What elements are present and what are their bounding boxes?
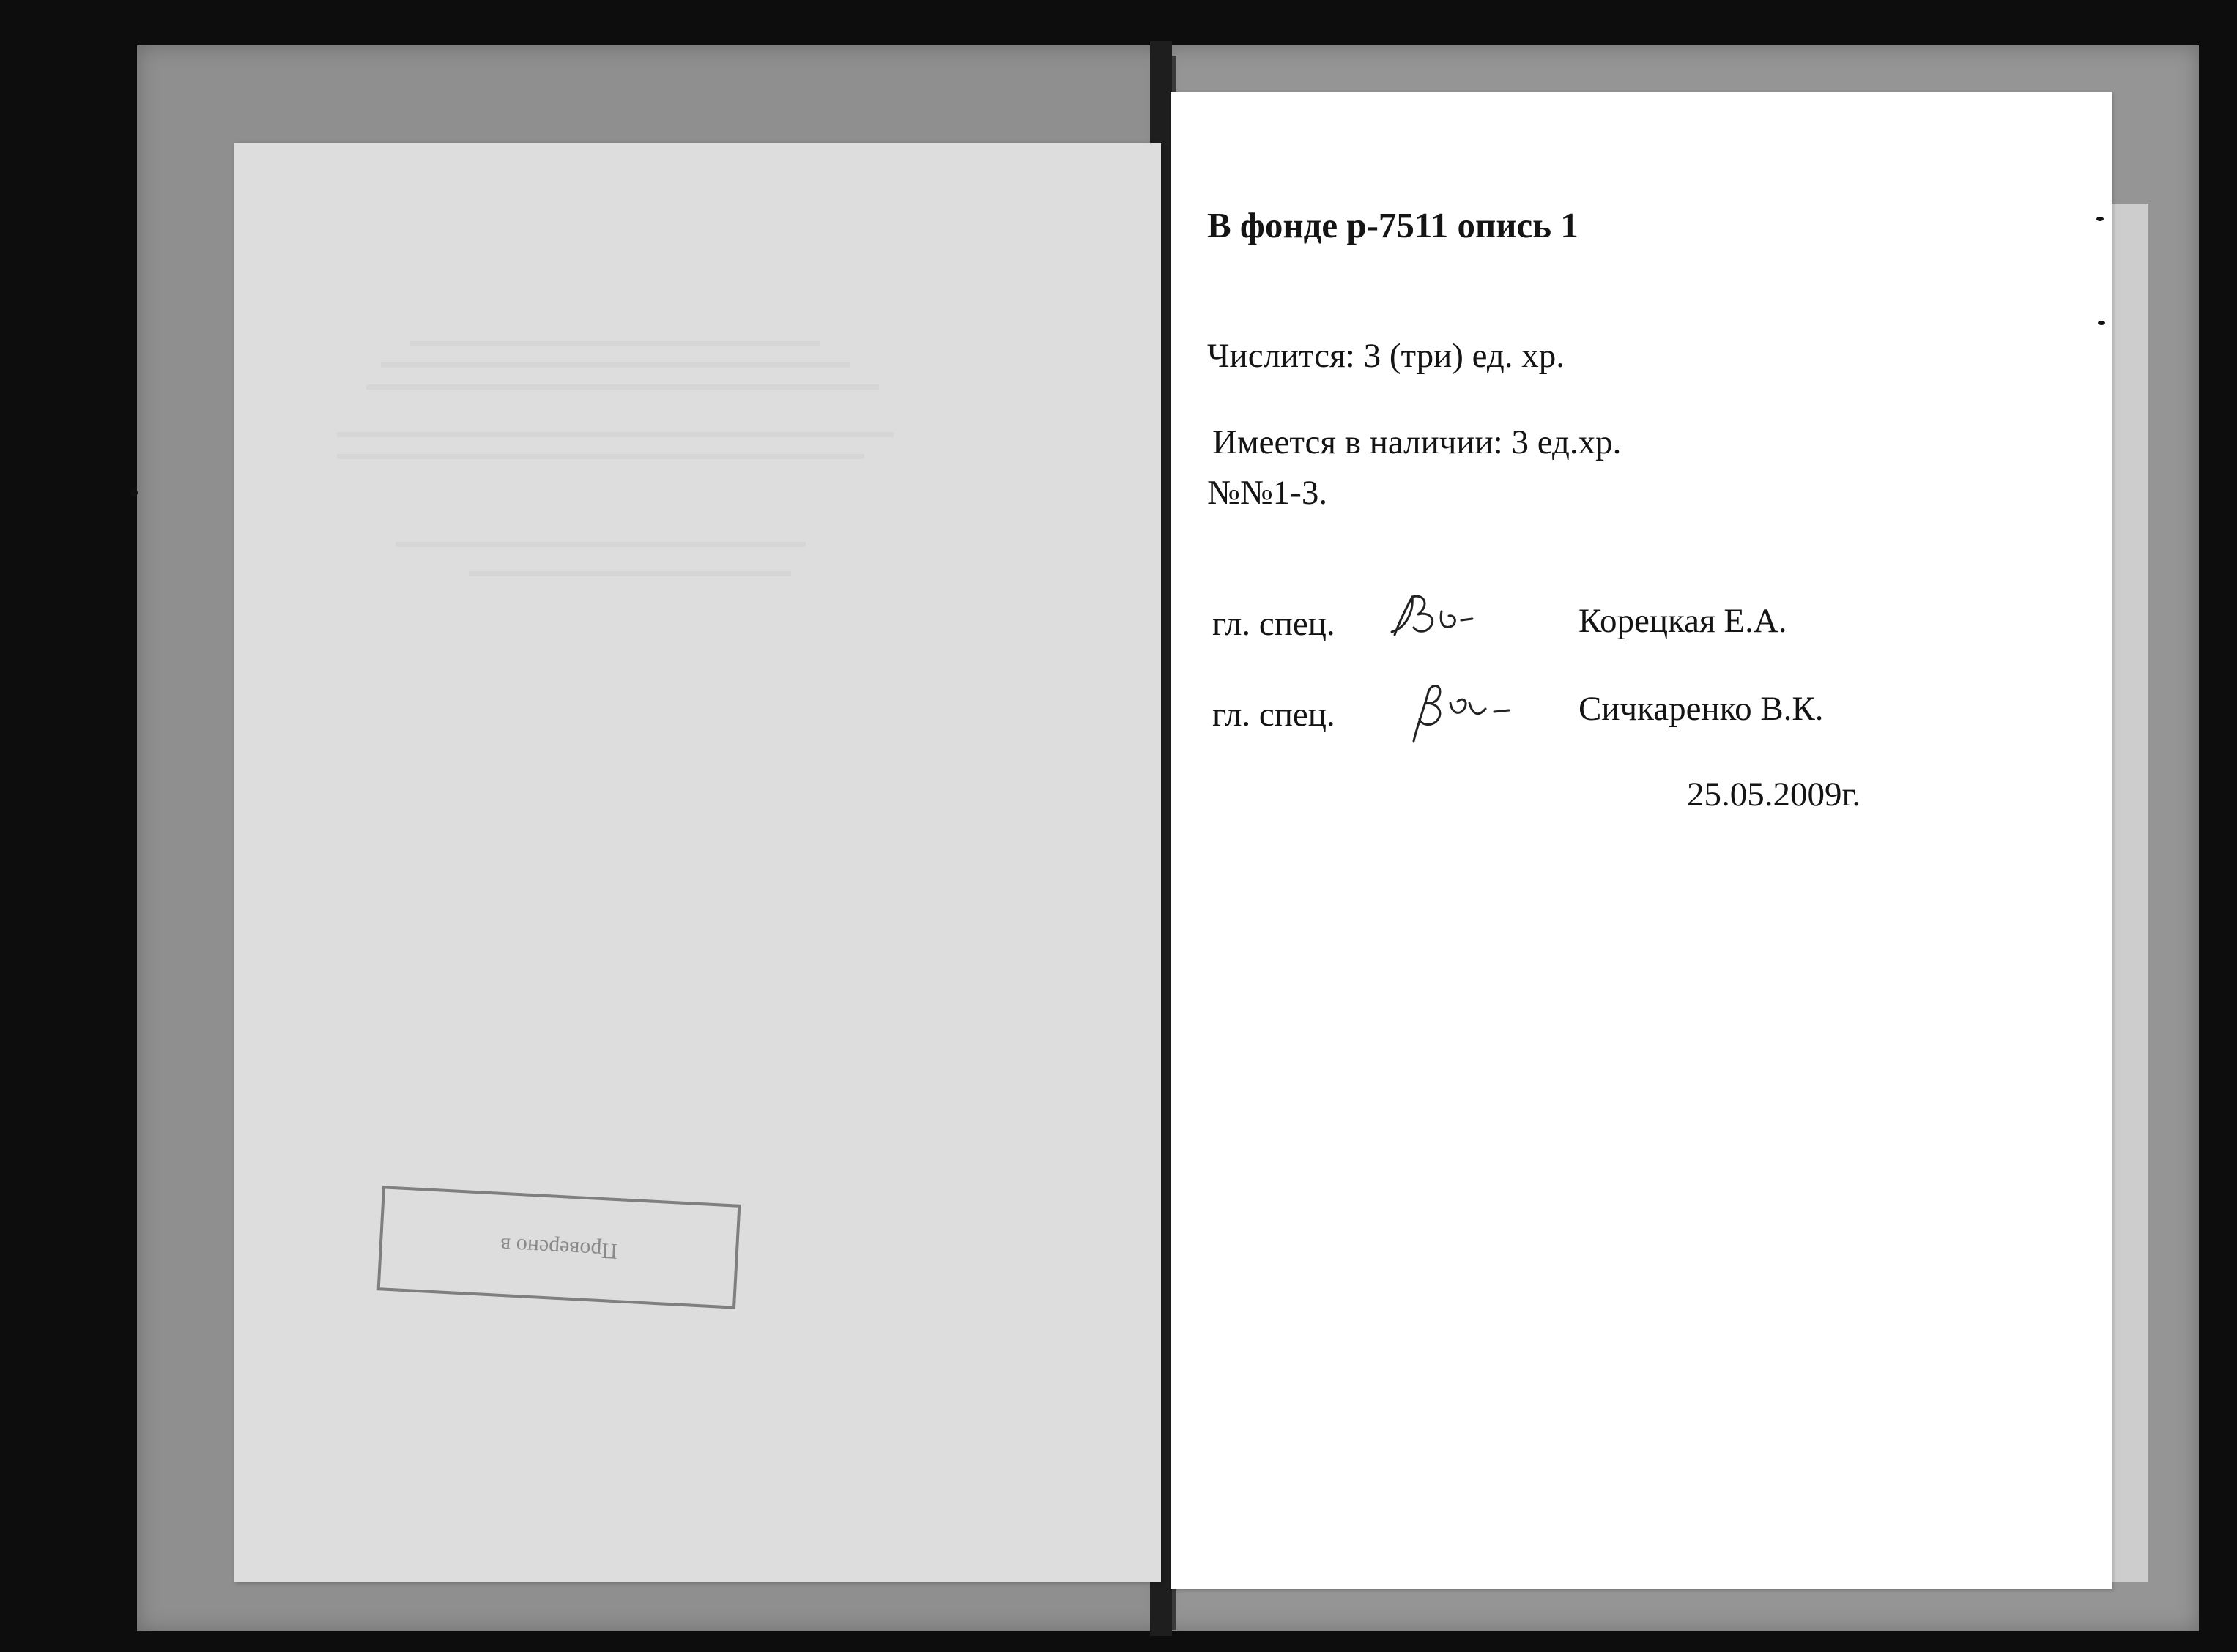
- signature-2: [1399, 674, 1531, 747]
- signature-1: [1384, 589, 1516, 648]
- bleed-through-line: [337, 454, 864, 459]
- bleed-through-line: [381, 362, 850, 368]
- listed-count: Числится: 3 (три) ед. хр.: [1207, 337, 1565, 375]
- bleed-through-line: [469, 571, 791, 576]
- signatory-name: Сичкаренко В.К.: [1578, 690, 1824, 728]
- cover-speck: [2098, 321, 2105, 325]
- cover-speck: [2096, 217, 2104, 221]
- bleed-through-line: [396, 542, 806, 547]
- certification-date: 25.05.2009г.: [1687, 775, 1861, 814]
- stamp-text: Проверено в: [500, 1232, 618, 1263]
- cover-speck: [130, 489, 138, 496]
- signatory-position: гл. спец.: [1212, 605, 1335, 643]
- available-count: Имеется в наличии: 3 ед.хр.: [1212, 423, 1622, 461]
- archive-stamp: [377, 1186, 741, 1309]
- fund-heading: В фонде р-7511 опись 1: [1207, 205, 1578, 245]
- certification-sheet: [1171, 92, 2112, 1589]
- item-numbers: №№1-3.: [1207, 474, 1328, 512]
- left-page: [234, 143, 1161, 1582]
- signatory-position: гл. спец.: [1212, 696, 1335, 734]
- bleed-through-line: [337, 432, 894, 437]
- bleed-through-line: [410, 341, 820, 346]
- signatory-name: Корецкая Е.А.: [1578, 602, 1787, 640]
- bleed-through-line: [366, 384, 879, 390]
